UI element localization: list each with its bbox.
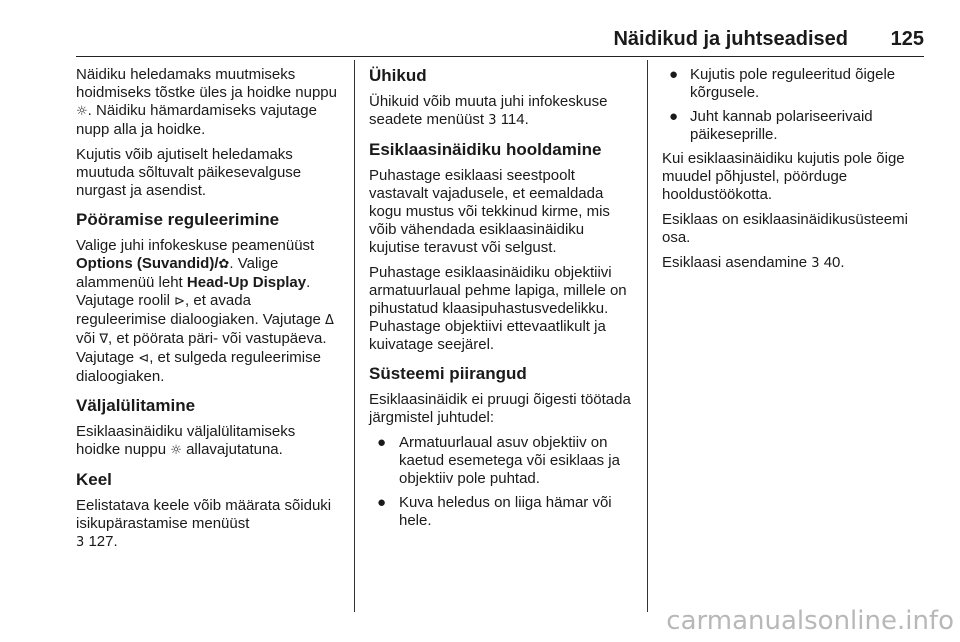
back-left-icon: ⊲ [138,351,150,366]
column-3 [662,66,926,280]
column-divider-2 [647,60,648,612]
bullet-icon: ● [669,66,679,83]
brightness-icon: ☼ [76,104,88,119]
paragraph-units: Ühikuid võib muuta juhi infokeskuse seadete menüüst 3 114. [369,93,608,128]
heading-care: Esiklaasinäidiku hooldamine [369,140,602,159]
header-rule [76,56,924,57]
column-1 [76,66,340,559]
column-2 [369,66,633,536]
paragraph-sunlight: Kujutis võib ajutiselt heledamaks muutuda sõltuvalt päikesevalguse nurgast ja asendist. [76,146,302,199]
paragraph-replacement: Esiklaasi asendamine 3 40. [662,254,845,271]
paragraph-off: Esiklaasinäidiku väljalülitamiseks hoidke nuppu ☼ allavajutatuna. [76,423,296,458]
up-triangle-icon: Δ [325,313,334,328]
page-reference-arrow-icon: 3 [76,535,85,550]
page-reference[interactable]: 3 114. [488,111,529,128]
list-item: ● Juht kannab polariseerivaid päikeseprille. [669,108,873,143]
page-reference[interactable]: 3 127. [76,533,118,550]
brightness-icon: ☼ [170,443,182,458]
paragraph-brightness: Näidiku heledamaks muutmiseks hoidmiseks tõstke üles ja hoidke nuppu ☼. Näidiku hämardamiseks vajutage nupp alla ja hoidke. [76,66,337,138]
list-item: ● Kujutis pole reguleeritud õigele kõrgusele. [669,66,896,101]
page-reference-arrow-icon: 3 [811,256,820,271]
menu-hud-label: Head-Up Display [186,274,307,291]
paragraph-windshield: Esiklaas on esiklaasinäidikusüsteemi osa. [662,211,908,246]
page-reference[interactable]: 3 40. [811,254,845,271]
bullet-icon: ● [377,494,387,511]
heading-limits: Süsteemi piirangud [369,364,527,383]
paragraph-care-1: Puhastage esiklaasi seestpoolt vastavalt vajadusele, et eemaldada kogu mustus või tekkinud kirme, mis võib vähendada esiklaasinäidiku kujutise teravust või selgust. [369,167,610,256]
paragraph-care-2: Puhastage esiklaasinäidiku objektiivi armatuurlaual pehme lapiga, millele on pihustatud klaasipuhastusvedelikku. Puhastage objektiivi ettevaatlikult ja kuivatage seejärel. [369,264,627,353]
page-header [0,0,960,58]
gear-icon: ✿ [218,257,230,272]
limits-list-continued [662,66,926,144]
list-item: ● Armatuurlaual asuv objektiiv on kaetud esemetega või esiklaas ja objektiiv pole puhtad. [377,434,620,487]
paragraph-service: Kui esiklaasinäidiku kujutis pole õige muudel põhjustel, pöörduge hooldustöökotta. [662,150,905,203]
page-number: 125 [890,28,924,50]
down-triangle-icon: ∇ [99,332,109,347]
bullet-icon: ● [669,108,679,125]
page-reference-arrow-icon: 3 [488,113,497,128]
menu-options-label: Options (Suvandid) [76,255,215,272]
heading-units: Ühikud [369,66,427,85]
paragraph-rotation: Valige juhi infokeskuse peamenüüst Options (Suvandid)/✿. Valige alammenüü leht Head-Up Display. Vajutage roolil ⊳, et avada reguleerimise dialoogiaken. Vajutage Δ või ∇, et pöörata päri- või vastupäeva. Vajutage ⊲, et sulgeda reguleerimise dialoogiaken. [76,237,334,385]
bullet-icon: ● [377,434,387,451]
heading-off: Väljalülitamine [76,396,196,415]
play-right-icon: ⊳ [174,294,186,309]
page-title: Näidikud ja juhtseadised [613,28,848,50]
list-item: ● Kuva heledus on liiga hämar või hele. [377,494,612,529]
heading-rotation: Pööramise reguleerimine [76,210,280,229]
heading-language: Keel [76,470,112,489]
column-divider-1 [354,60,355,612]
paragraph-language: Eelistatava keele võib määrata sõiduki isikupärastamise menüüst 3 127. [76,497,332,550]
limits-list [369,434,633,530]
paragraph-limits: Esiklaasinäidik ei pruugi õigesti töötada järgmistel juhtudel: [369,391,631,426]
watermark: carmanualsonline.info [666,606,954,636]
